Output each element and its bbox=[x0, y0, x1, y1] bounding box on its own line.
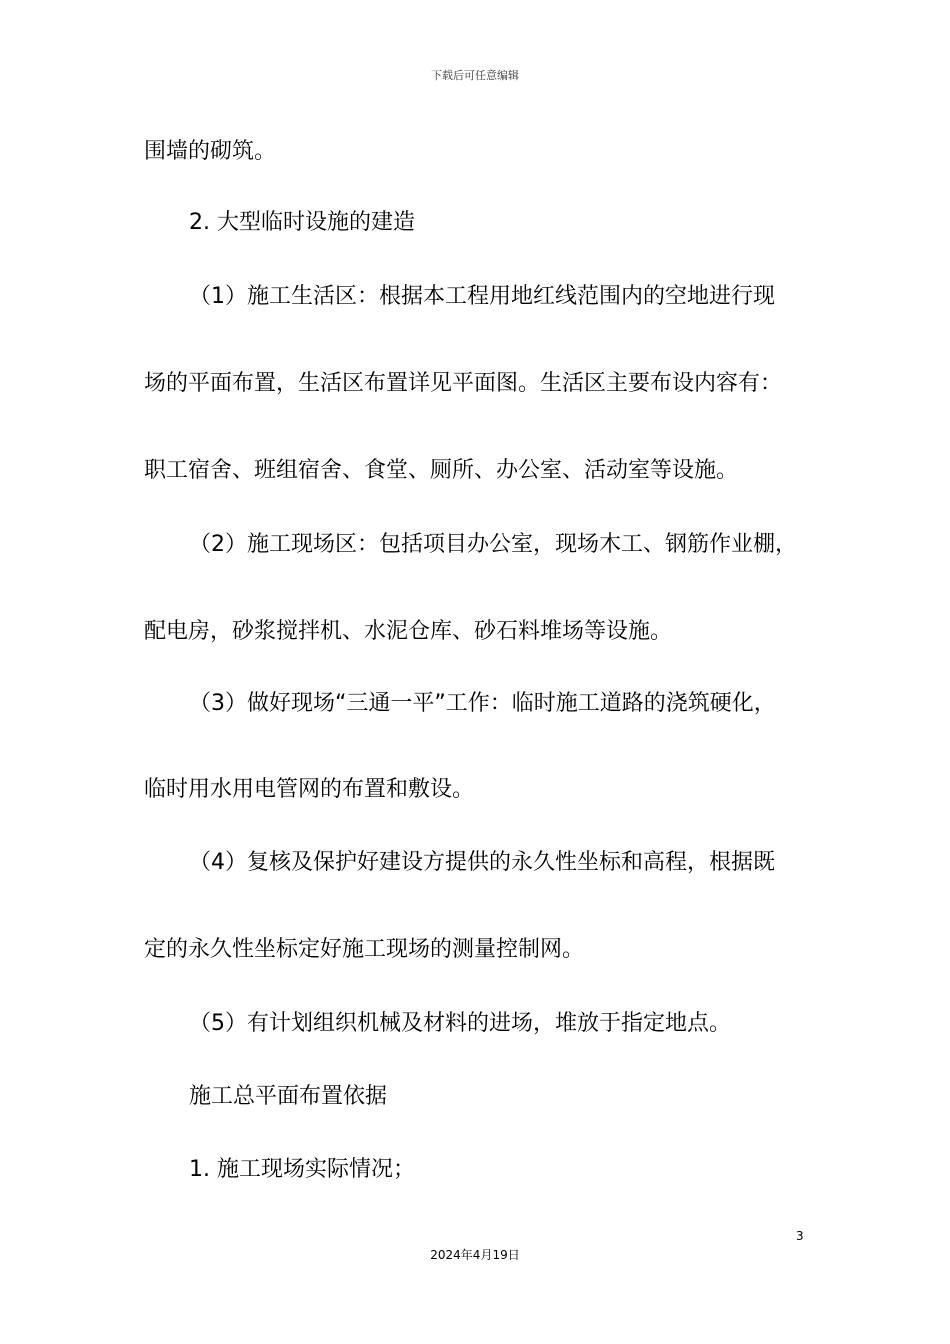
page-header-note: 下载后可任意编辑 bbox=[431, 69, 519, 82]
paragraph-line: 定的永久性坐标定好施工现场的测量控制网。 bbox=[144, 937, 585, 962]
paragraph-line: 职工宿舍、班组宿舍、食堂、厕所、办公室、活动室等设施。 bbox=[144, 458, 739, 483]
page-footer-date: 2024年4月19日 bbox=[430, 1248, 520, 1262]
paragraph-line: 围墙的砌筑。 bbox=[144, 139, 277, 164]
page-number: 3 bbox=[796, 1229, 804, 1243]
paragraph-line: （3）做好现场“三通一平”工作：临时施工道路的浇筑硬化， bbox=[189, 691, 776, 716]
section-heading: 2. 大型临时设施的建造 bbox=[189, 210, 415, 235]
paragraph-line: 场的平面布置，生活区布置详见平面图。生活区主要布设内容有： bbox=[144, 371, 783, 396]
list-item: 1. 施工现场实际情况； bbox=[189, 1157, 415, 1182]
paragraph-line: （5）有计划组织机械及材料的进场，堆放于指定地点。 bbox=[189, 1011, 731, 1036]
paragraph-line: （2）施工现场区：包括项目办公室，现场木工、钢筋作业棚， bbox=[189, 532, 797, 557]
paragraph-line: 配电房，砂浆搅拌机、水泥仓库、砂石料堆场等设施。 bbox=[144, 619, 673, 644]
paragraph-line: （4）复核及保护好建设方提供的永久性坐标和高程，根据既 bbox=[189, 850, 775, 875]
paragraph-line: （1）施工生活区：根据本工程用地红线范围内的空地进行现 bbox=[189, 284, 775, 309]
section-heading: 施工总平面布置依据 bbox=[189, 1084, 388, 1109]
paragraph-line: 临时用水用电管网的布置和敷设。 bbox=[144, 777, 475, 802]
